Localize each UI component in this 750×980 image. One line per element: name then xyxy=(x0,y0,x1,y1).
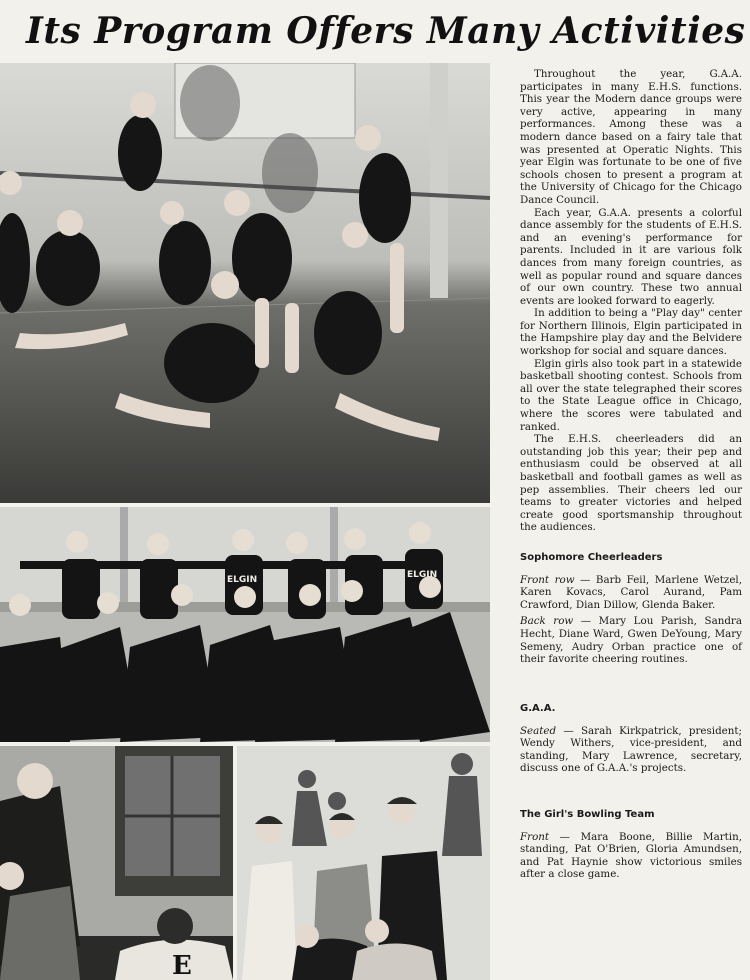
caption-back-row xyxy=(520,615,742,665)
body-paragraph: The E.H.S. cheerleaders did an outstanding job this year; their pep and enthusiasm could be observed at all basketball and football games as well as pep assemblies. Their cheers led our teams to greater victories and helped create good sportsmanship throughout the audiences. xyxy=(520,433,742,534)
cheerleaders-photo xyxy=(0,507,490,742)
cheerleaders-caption xyxy=(520,552,742,670)
caption-text: — Mary Lou Parish, Sandra Hecht, Diane Ward, Gwen DeYoung, Mary Semeny, Audry Orban practice one of their favorite cheering routines. xyxy=(520,615,742,666)
caption-title: G.A.A. xyxy=(520,703,556,714)
caption-text: — Barb Feil, Marlene Wetzel, Karen Kovacs, Carol Aurand, Pam Crawford, Dian Dillow, Glenda Baker. xyxy=(520,573,742,611)
caption-body xyxy=(520,831,742,881)
article-body xyxy=(520,68,742,534)
caption-label: Seated xyxy=(520,724,557,737)
body-paragraph: In addition to being a "Play day" center for Northern Illinois, Elgin participated in the Hampshire play day and the Belvidere workshop for social and square dances. xyxy=(520,307,742,358)
page-headline: Its Program Offers Many Activities xyxy=(26,10,746,52)
caption-front-row xyxy=(520,574,742,612)
body-paragraph: Elgin girls also took part in a statewide basketball shooting contest. Schools from all over the state telegraphed their scores to the State League office in Chicago, where the scores were tabulated and ranked. xyxy=(520,357,742,433)
body-paragraph: Each year, G.A.A. presents a colorful dance assembly for the students of E.H.S. and an evening's performance for parents. Included in it are various folk dances from many foreign countries, as well as popular round and square dances of our own country. These two annual events are looked forward to eagerly. xyxy=(520,206,742,307)
caption-label: Front xyxy=(520,830,550,843)
cheer-sweater-lettering: ELGIN xyxy=(407,570,438,580)
caption-title: The Girl's Bowling Team xyxy=(520,809,655,820)
caption-label: Front row xyxy=(520,573,575,586)
caption-text: — Sarah Kirkpatrick, president; Wendy Withers, vice-president, and standing, Mary Lawrence, secretary, discuss one of G.A.A.'s projects. xyxy=(520,724,742,775)
caption-body xyxy=(520,725,742,775)
gaa-sweater-letter: E xyxy=(172,951,192,980)
bowling-team-photo xyxy=(237,746,490,980)
body-paragraph: Throughout the year, G.A.A. participates in many E.H.S. functions. This year the Modern dance groups were very active, appearing in many performances. Among these was a modern dance based on a fairy tale that was presented at Operatic Nights. This year Elgin was fortunate to be one of five schools chosen to present a program at the University of Chicago for the Chicago Dance Council. xyxy=(520,68,742,206)
caption-text: — Mara Boone, Billie Martin, standing, Pat O'Brien, Gloria Amundsen, and Pat Haynie show victorious smiles after a close game. xyxy=(520,830,742,881)
dance-group-photo xyxy=(0,63,490,503)
caption-title: Sophomore Cheerleaders xyxy=(520,552,663,563)
gaa-officers-photo xyxy=(0,746,233,980)
bowling-caption xyxy=(520,809,742,885)
gaa-caption xyxy=(520,703,742,779)
cheer-sweater-lettering: ELGIN xyxy=(227,575,258,585)
caption-label: Back row xyxy=(520,615,574,628)
